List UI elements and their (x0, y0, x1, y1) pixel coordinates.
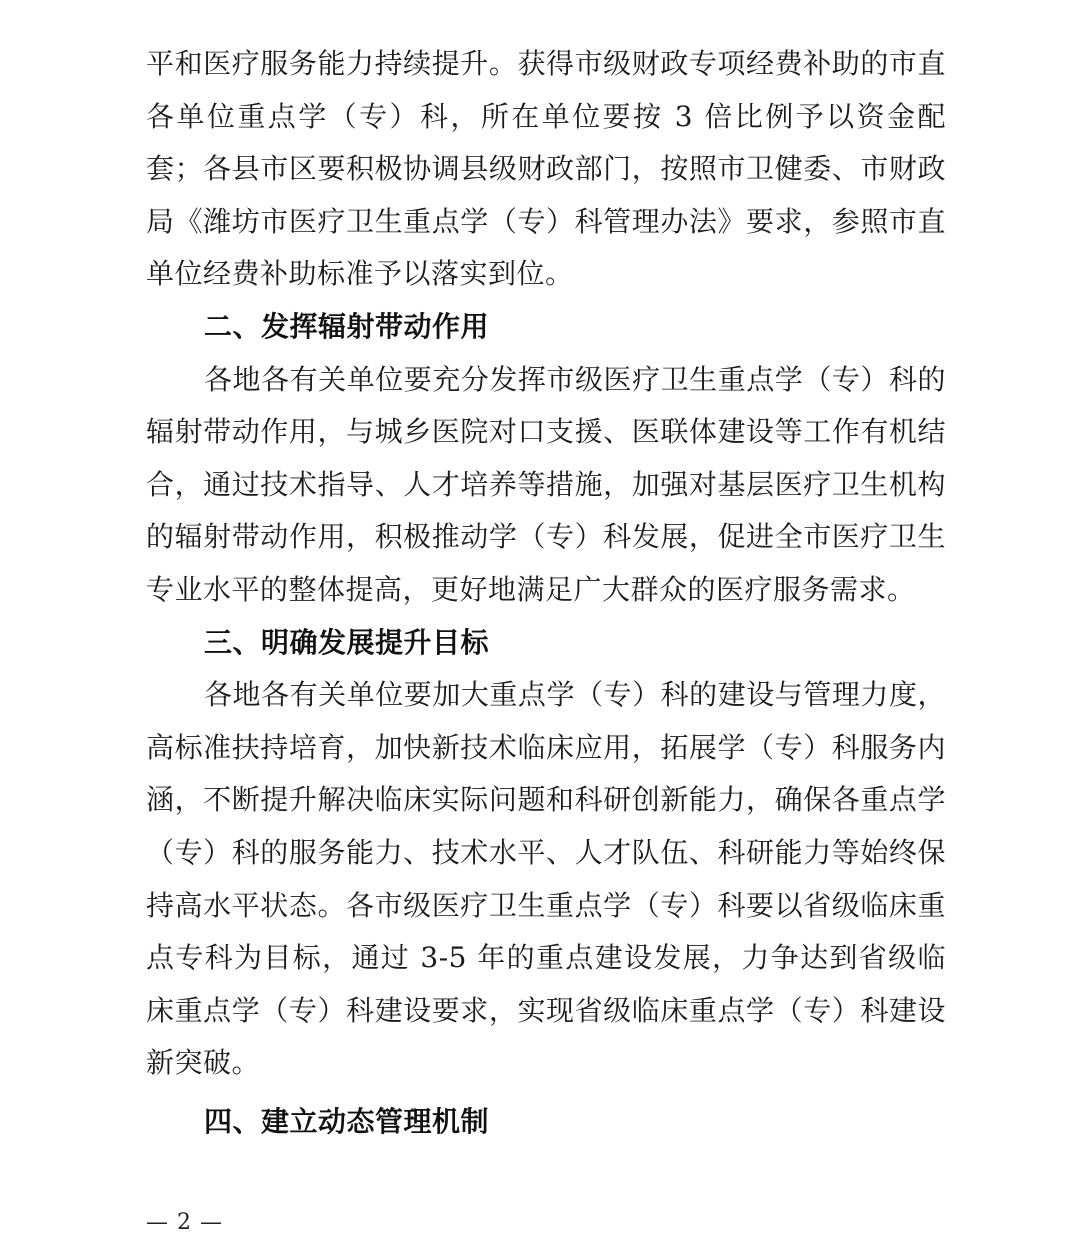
section-heading-goals: 三、明确发展提升目标 (204, 625, 490, 659)
section-heading-radiation: 二、发挥辐射带动作用 (204, 309, 490, 343)
paragraph-goals: 各地各有关单位要加大重点学（专）科的建设与管理力度，高标准扶持培育，加快新技术临床应用，拓展学（专）科服务内涵，不断提升解决临床实际问题和科研创新能力，确保各重点学（专）科的服务能力、技术水平、人才队伍、科研能力等始终保持高水平状态。各市级医疗卫生重点学（专）科要以省级临床重点专科为目标，通过 3-5 年的重点建设发展，力争达到省级临床重点学（专）科建设要求，实现省级临床重点学（专）科建设新突破。 (146, 678, 946, 1080)
section-heading-management: 四、建立动态管理机制 (204, 1104, 490, 1138)
paragraph-radiation: 各地各有关单位要充分发挥市级医疗卫生重点学（专）科的辐射带动作用，与城乡医院对口支援、医联体建设等工作有机结合，通过技术指导、人才培养等措施，加强对基层医疗卫生机构的辐射带动作用，积极推动学（专）科发展，促进全市医疗卫生专业水平的整体提高，更好地满足广大群众的医疗服务需求。 (146, 362, 946, 606)
document-body (146, 38, 946, 1148)
paragraph-funding-continuation: 平和医疗服务能力持续提升。获得市级财政专项经费补助的市直各单位重点学（专）科，所在单位要按 3 倍比例予以资金配套；各县市区要积极协调县级财政部门，按照市卫健委、市财政局《潍坊市医疗卫生重点学（专）科管理办法》要求，参照市直单位经费补助标准予以落实到位。 (146, 47, 946, 291)
page-number: — 2 — (146, 1210, 223, 1235)
